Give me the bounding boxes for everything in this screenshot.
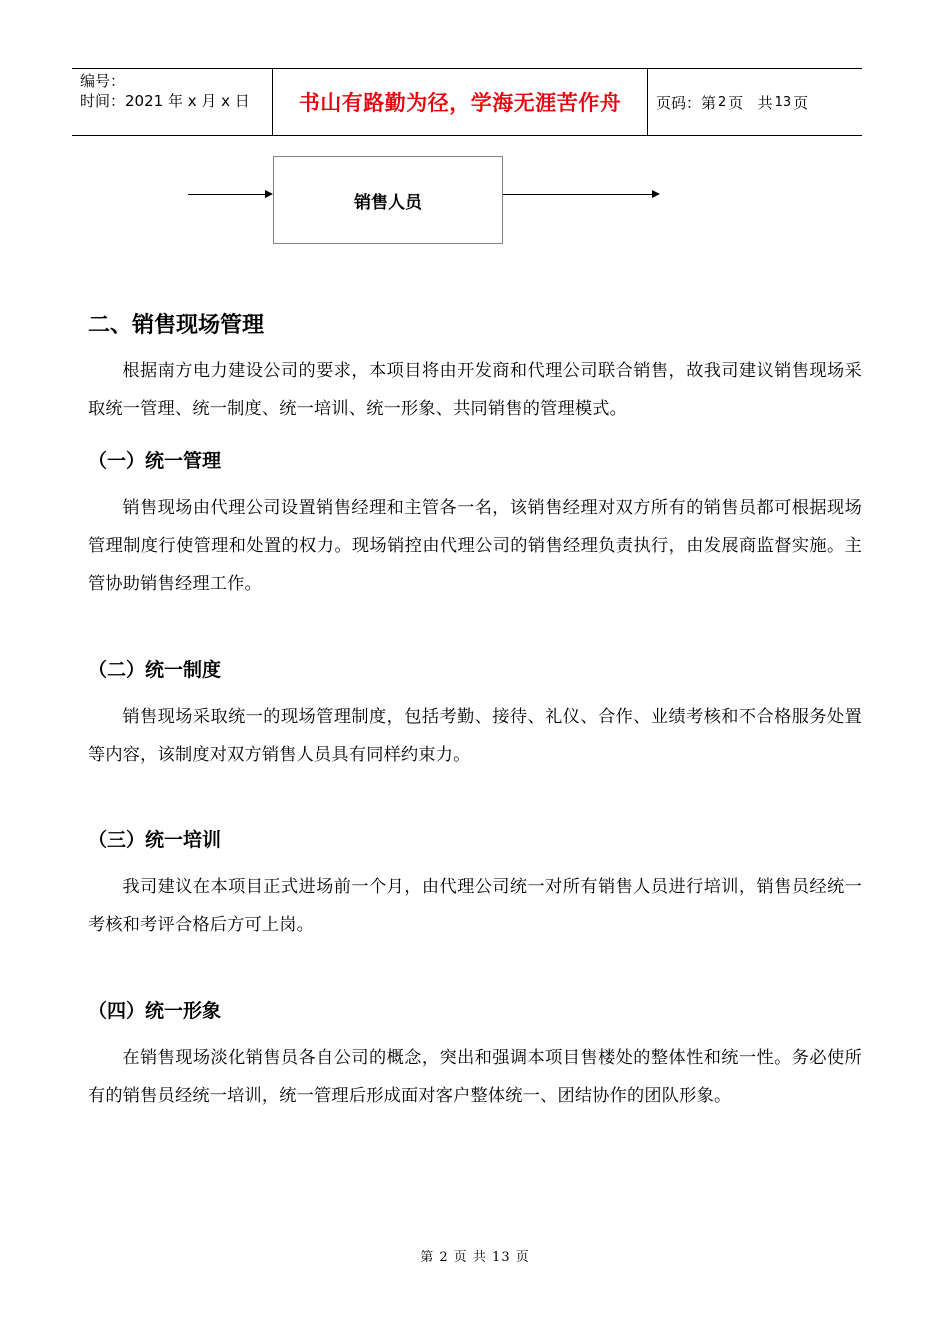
subsection-text-image: 在销售现场淡化销售员各自公司的概念，突出和强调本项目售楼处的整体性和统一性。务必使所有的销售员经统一培训，统一管理后形成面对客户整体统一、团结协作的团队形象。 — [88, 1048, 862, 1106]
flow-incoming-line — [188, 194, 266, 195]
page-footer: 第 2 页 共 13 页 — [420, 1250, 530, 1265]
flow-outgoing-arrowhead — [652, 190, 660, 198]
section-title: 二、销售现场管理 — [88, 313, 265, 338]
subsection-title-system: （二）统一制度 — [88, 659, 222, 681]
page-prefix: 页码：第 — [656, 93, 717, 112]
subsection-text-training: 我司建议在本项目正式进场前一个月，由代理公司统一对所有销售人员进行培训，销售员经统一考核和考评合格后方可上岗。 — [88, 877, 862, 935]
subsection-title-training: （三）统一培训 — [88, 829, 222, 851]
flow-box-sales-staff — [273, 156, 503, 244]
header-motto-cell — [273, 69, 648, 135]
header-meta-cell — [72, 69, 273, 135]
page-mid: 页 共 — [728, 93, 773, 112]
header-motto: 书山有路勤为径，学海无涯苦作舟 — [298, 91, 622, 115]
subsection-title-image: （四）统一形象 — [88, 1000, 222, 1022]
page-current: 2 — [718, 94, 727, 110]
subsection-title-management: （一）统一管理 — [88, 450, 222, 472]
document-code-label: 编号： — [80, 72, 126, 90]
flow-incoming-arrowhead — [265, 190, 273, 198]
subsection-text-management: 销售现场由代理公司设置销售经理和主管各一名，该销售经理对双方所有的销售员都可根据现场管理制度行使管理和处置的权力。现场销控由代理公司的销售经理负责执行，由发展商监督实施。主管协助销售经理工作。 — [88, 498, 862, 594]
document-header — [72, 68, 862, 136]
page-suffix: 页 — [793, 93, 809, 112]
section-intro: 根据南方电力建设公司的要求，本项目将由开发商和代理公司联合销售，故我司建议销售现场采取统一管理、统一制度、统一培训、统一形象、共同销售的管理模式。 — [88, 361, 862, 419]
subsection-text-system: 销售现场采取统一的现场管理制度，包括考勤、接待、礼仪、合作、业绩考核和不合格服务处置等内容，该制度对双方销售人员具有同样约束力。 — [88, 707, 862, 765]
page-total: 13 — [774, 94, 792, 110]
flow-box-label: 销售人员 — [354, 192, 422, 213]
document-date-label: 时间：2021 年 x 月 x 日 — [80, 92, 250, 110]
flow-outgoing-line — [503, 194, 653, 195]
header-page-cell — [648, 69, 862, 135]
